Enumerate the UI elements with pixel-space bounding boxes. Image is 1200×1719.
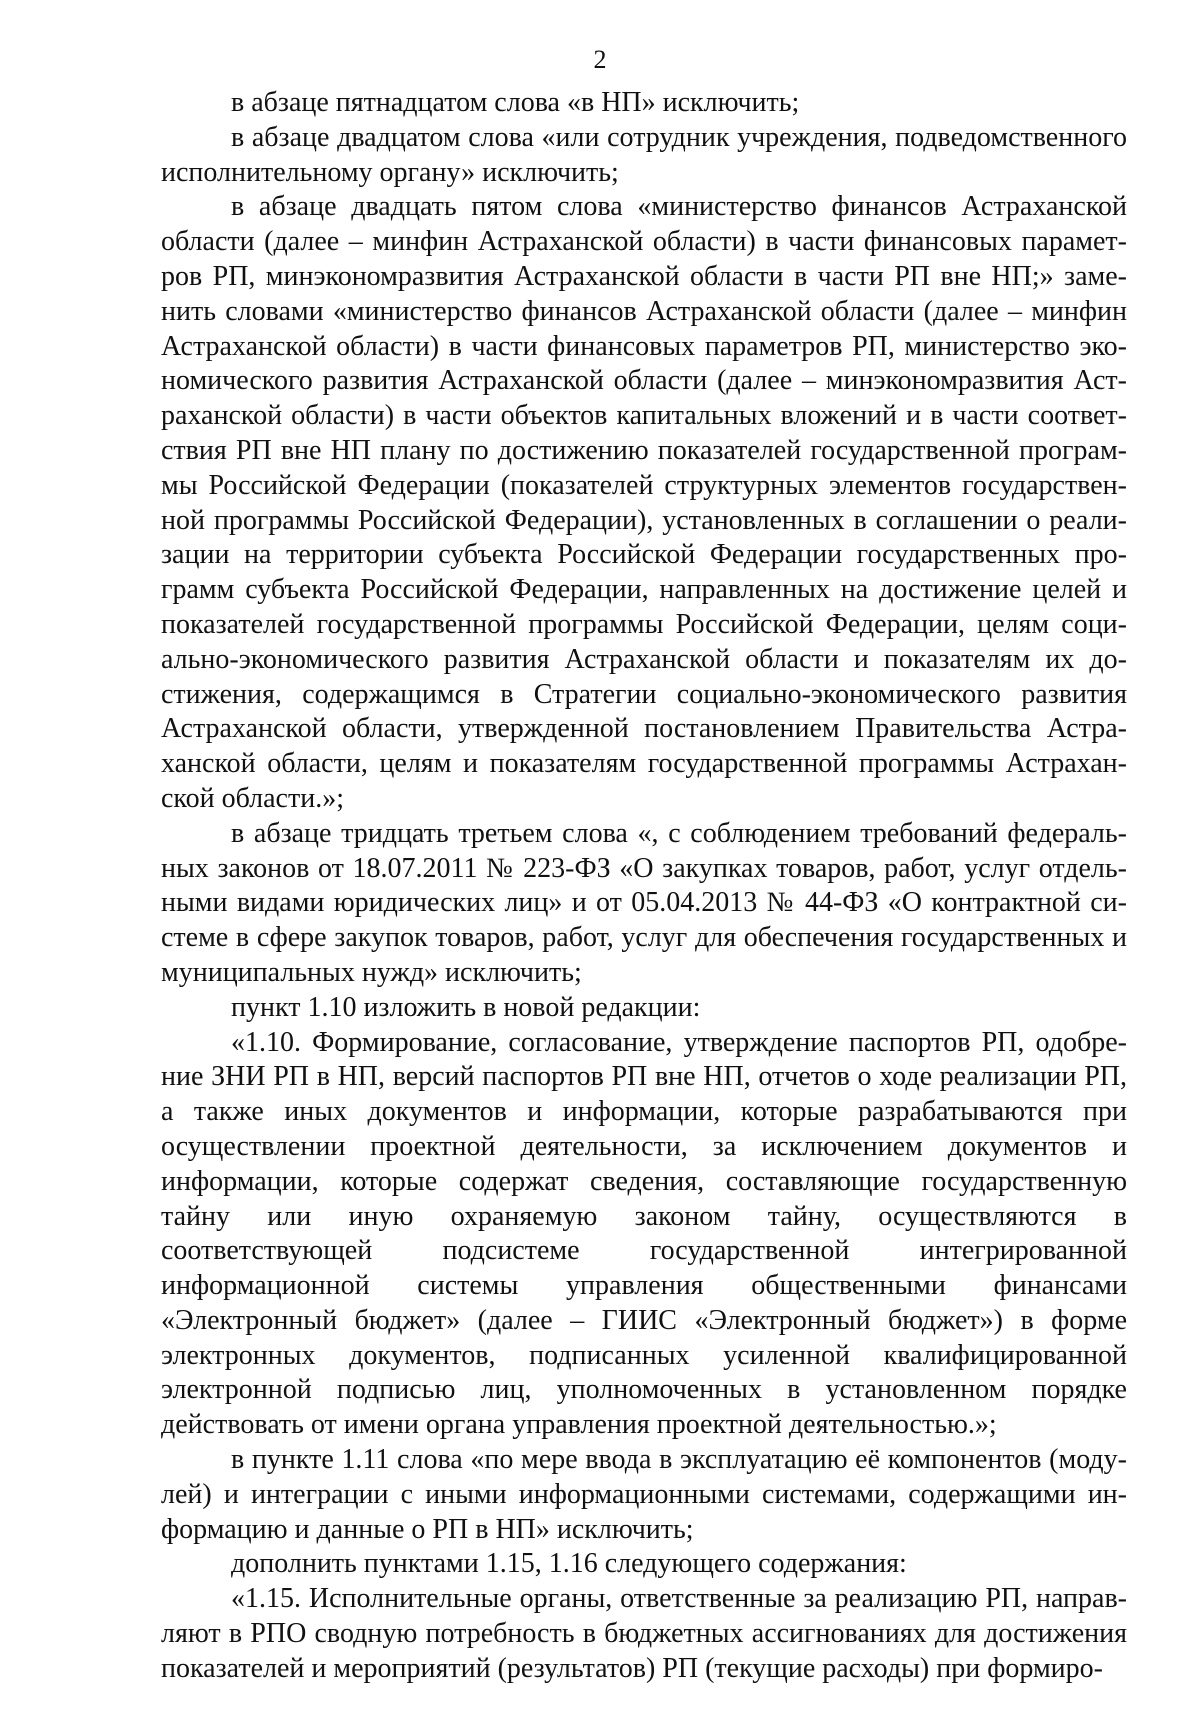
page-number: 2: [593, 45, 607, 74]
document-body: [161, 86, 1127, 1687]
paragraph: в абзаце двадцатом слова «или сотрудник учреждения, подведомственного исполнительному органу» исключить;: [161, 121, 1127, 188]
paragraph: пункт 1.10 изложить в новой редакции:: [231, 991, 701, 1023]
paragraph: в абзаце двадцать пятом слова «министерство финансов Астраханской области (далее – минфин Астраханской области) в части финансовых параметров РП, минэкономразвития Астраханской области в части РП вне НП;» заменить словами «министерство финансов Астраханской области (далее – минфин Астраханской области) в части финансовых параметров РП, министерство экономического развития Астраханской области (далее – минэкономразвития Астраханской области) в части объектов капитальных вложений и в части соответствия РП вне НП плану по достижению показателей государственной программы Российской Федерации (показателей структурных элементов государственной программы Российской Федерации), установленных в соглашении о реализации на территории субъекта Российской Федерации государственных программ субъекта Российской Федерации, направленных на достижение целей и показателей государственной программы Российской Федерации, целям социально-экономического развития Астраханской области и показателям их достижения, содержащимся в Стратегии социально-экономического развития Астраханской области, утвержденной постановлением Правительства Астраханской области, целям и показателям государственной программы Астраханской области.»;: [161, 191, 1127, 814]
paragraph: в абзаце тридцать третьем слова «, с соблюдением требований федеральных законов от 18.07.2011 № 223-ФЗ «О закупках товаров, работ, услуг отдельными видами юридических лиц» и от 05.04.2013 № 44-ФЗ «О контрактной системе в сфере закупок товаров, работ, услуг для обеспечения государственных и муниципальных нужд» исключить;: [161, 817, 1127, 988]
paragraph: в пункте 1.11 слова «по мере ввода в эксплуатацию её компонентов (модулей) и интеграции с иными информационными системами, содержащими информацию и данные о РП в НП» исключить;: [161, 1444, 1127, 1545]
paragraph: в абзаце пятнадцатом слова «в НП» исключить;: [231, 87, 800, 118]
paragraph: дополнить пунктами 1.15, 1.16 следующего содержания:: [231, 1548, 907, 1580]
paragraph: «1.15. Исполнительные органы, ответственные за реализацию РП, направляют в РПО сводную потребность в бюджетных ассигнованиях для достижения показателей и мероприятий (результатов) РП (текущие расходы) при формиро-: [161, 1583, 1127, 1684]
paragraph: «1.10. Формирование, согласование, утверждение паспортов РП, одобрение ЗНИ РП в НП, версий паспортов РП вне НП, отчетов о ходе реализации РП, а также иных документов и информации, которые разрабатываются при осуществлении проектной деятельности, за исключением документов и информации, которые содержат сведения, составляющие государственную тайну или иную охраняемую законом тайну, осуществляются в соответствующей подсистеме государственной интегрированной информационной системы управления общественными финансами «Электронный бюджет» (далее – ГИИС «Электронный бюджет») в форме электронных документов, подписанных усиленной квалифицированной электронной подписью лиц, уполномоченных в установленном порядке действовать от имени органа управления проектной деятельностью.»;: [161, 1026, 1127, 1441]
